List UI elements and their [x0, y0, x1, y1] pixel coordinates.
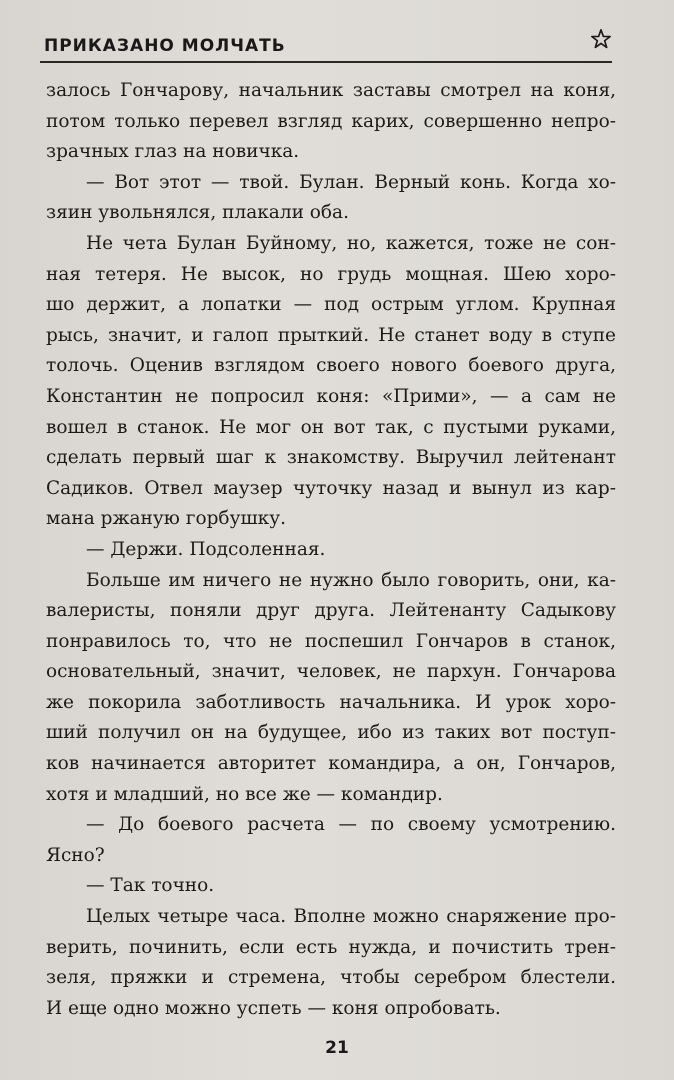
text-line: сделать первый шаг к знакомству. Выручил лейтенант: [46, 447, 616, 469]
text-line: потом только перевел взгляд карих, совершенно непро-: [46, 110, 616, 132]
text-line: — До боевого расчета — по своему усмотрению.: [86, 814, 616, 836]
text-line: — Вот этот — твой. Булан. Верный конь. Когда хо-: [86, 171, 616, 193]
text-line: ная тетеря. Не высок, но грудь мощная. Шею хоро-: [46, 263, 616, 285]
header-rule: [40, 61, 612, 63]
text-line: Садиков. Отвел маузер чуточку назад и вынул из кар-: [46, 477, 616, 499]
body-text: [46, 76, 616, 1024]
running-head: [40, 34, 620, 64]
text-line: Больше им ничего не нужно было говорить, они, ка-: [86, 569, 616, 591]
text-line: понравилось то, что не поспешил Гончаров в станок,: [46, 630, 616, 652]
text-line: Ясно?: [46, 844, 105, 866]
text-line: вошел в станок. Не мог он вот так, с пустыми руками,: [46, 416, 616, 438]
text-line: рысь, значит, и галоп прыткий. Не станет воду в ступе: [46, 324, 616, 346]
text-line: зрачных глаз на новичка.: [46, 141, 300, 163]
text-line: мана ржаную горбушку.: [46, 508, 286, 530]
text-line: ший получил он на будущее, ибо из таких вот поступ-: [46, 722, 616, 744]
text-line: валеристы, поняли друг друга. Лейтенанту Садыкову: [46, 600, 616, 622]
text-line: зеля, пряжки и стремена, чтобы серебром блестели.: [46, 967, 616, 989]
text-line: ков начинается авторитет командира, а он, Гончаров,: [46, 753, 616, 775]
text-line: зяин увольнялся, плакали оба.: [46, 202, 349, 224]
text-line: Целых четыре часа. Вполне можно снаряжение про-: [86, 906, 616, 928]
star-icon: [590, 28, 612, 50]
text-line: же покорила заботливость начальника. И урок хоро-: [46, 691, 616, 713]
page-number: 21: [325, 1038, 349, 1058]
text-line: шо держит, а лопатки — под острым углом. Крупная: [46, 294, 616, 316]
text-line: верить, починить, если есть нужда, и почистить трен-: [46, 936, 616, 958]
text-line: — Держи. Подсоленная.: [86, 538, 326, 560]
text-line: Константин не попросил коня: «Прими», — а сам не: [46, 385, 616, 407]
text-line: толочь. Оценив взглядом своего нового боевого друга,: [46, 355, 616, 377]
text-line: И еще одно можно успеть — коня опробовать.: [46, 997, 501, 1019]
text-line: залось Гончарову, начальник заставы смотрел на коня,: [46, 80, 616, 101]
text-line: Не чета Булан Буйному, но, кажется, тоже не сон-: [86, 232, 616, 254]
text-line: хотя и младший, но все же — командир.: [46, 783, 443, 805]
text-line: основательный, значит, человек, не пархун. Гончарова: [46, 661, 616, 683]
running-title: ПРИКАЗАНО МОЛЧАТЬ: [44, 36, 286, 56]
text-line: — Так точно.: [86, 875, 215, 897]
